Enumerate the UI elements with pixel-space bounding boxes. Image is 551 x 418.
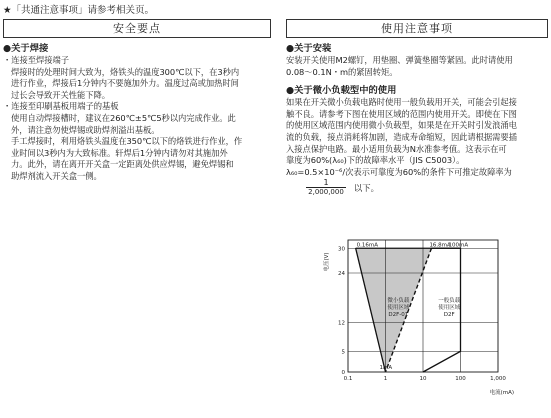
fraction-block (286, 178, 548, 198)
usage-notes-section (286, 19, 548, 198)
x-tick-label: 1 (383, 376, 388, 382)
terminal-line: 进行作业，焊接后1分钟内不要施加外力。温度过高或加热时间 (11, 78, 239, 89)
region-label: 一般负载 (438, 297, 461, 304)
soldering-heading: ●关于焊接 (3, 43, 49, 54)
micro-load-line: 触不良。请参考下图在使用区域的范围内使用开关。即使在下图 (286, 108, 517, 119)
x-tick-label: 0.1 (343, 376, 353, 382)
formula-suffix: 以下。 (354, 183, 379, 194)
fraction-numerator: 1 (306, 178, 346, 188)
annotation-1ma: 1mA (379, 365, 393, 371)
x-axis-label: 电流(mA) (489, 390, 514, 396)
soldering-terminal-block (3, 55, 271, 183)
common-notes-reference: ★「共通注意事项」请参考相关页。 (3, 5, 155, 16)
micro-load-line: 如果在开关微小负载电路时使用一般负载用开关，可能会引起接 (286, 97, 517, 108)
pcb-line: 外，请注意勿使焊锡或助焊剂溢出基板。 (11, 124, 160, 135)
region-label: 使用区域 (438, 304, 461, 311)
y-tick-label: 5 (341, 349, 345, 356)
installation-line: 安装开关使用M2螺钉，用垫圈、弹簧垫圈等紧固。此时请使用 (286, 55, 513, 65)
region-label: 使用区域 (387, 304, 410, 311)
load-range-chart-svg (316, 218, 544, 414)
safety-header: 安全要点 (3, 19, 271, 38)
pcb-line: 业时间以3秒内为大致标准。轩焊后1分钟内请勿对其施加外 (11, 147, 228, 158)
installation-text (286, 55, 548, 78)
pcb-line: 使用自动焊接槽时，建议在260℃±5℃5秒以内完成作业。此 (11, 112, 236, 123)
micro-load-line: 靠度为60%(λ₆₀)下的故障率水平（JIS C5003）。 (286, 155, 465, 166)
terminal-line: 焊接时的处理时间大致为，烙铁头的温度300℃以下，在3秒内 (11, 66, 240, 77)
formula-line: λ₆₀=0.5×10⁻⁶/次表示可靠度为60%的条件下可推定故障率为 (286, 166, 512, 177)
y-tick-label: 12 (338, 320, 345, 327)
micro-load-line: 的使用区域范围内使用微小负载型，如果是在开关时引发浪涌电 (286, 120, 517, 131)
terminal-bullet: ・连接至焊接端子 (3, 55, 69, 65)
safety-section (3, 19, 271, 183)
y-tick-label: 0 (341, 370, 345, 376)
annotation-16-8ma: 16.8mA (429, 242, 451, 249)
pcb-line: 助焊剂流入开关盒一侧。 (11, 170, 102, 181)
region-label: D2F-01 (388, 311, 409, 318)
usage-notes-header: 使用注意事项 (286, 19, 548, 38)
y-tick-label: 30 (338, 246, 345, 253)
pcb-line: 力。此外，请在离开开关盒一定距离处供应焊锡，避免焊锡和 (11, 159, 234, 170)
pcb-line: 手工焊接时，利用烙铁头温度在350℃以下的烙铁进行作业，作 (11, 136, 243, 147)
annotation-100ma: 100mA (448, 242, 469, 249)
region-label: 微小负载 (387, 297, 410, 304)
x-tick-label: 100 (455, 376, 466, 382)
micro-load-line: 入接点保护电路。最小适用负载为N水准参考值。这表示在可 (286, 143, 507, 154)
terminal-line: 过长会导致开关性能下降。 (11, 89, 110, 100)
micro-load-heading: ●关于微小负载型中的使用 (286, 85, 397, 97)
annotation-0-16ma: 0.16mA (356, 242, 379, 249)
micro-load-text (286, 97, 548, 178)
x-tick-label: 10 (419, 376, 427, 382)
fraction-denominator: 2,000,000 (308, 188, 344, 197)
micro-load-line: 流的负载，接点消耗将加剧，造成寿命缩短，因此请根据需要插 (286, 131, 517, 142)
x-tick-label: 1,000 (490, 376, 506, 382)
y-tick-label: 24 (338, 271, 345, 277)
load-range-chart (316, 218, 544, 414)
installation-heading: ●关于安装 (286, 43, 332, 54)
installation-line: 0.08～0.1N・m的紧固转矩。 (286, 66, 398, 77)
y-axis-label: 电压(V) (324, 252, 330, 272)
region-label: D2F (443, 311, 455, 318)
pcb-bullet: ・连接至印刷基板用端子的基板 (3, 101, 119, 112)
